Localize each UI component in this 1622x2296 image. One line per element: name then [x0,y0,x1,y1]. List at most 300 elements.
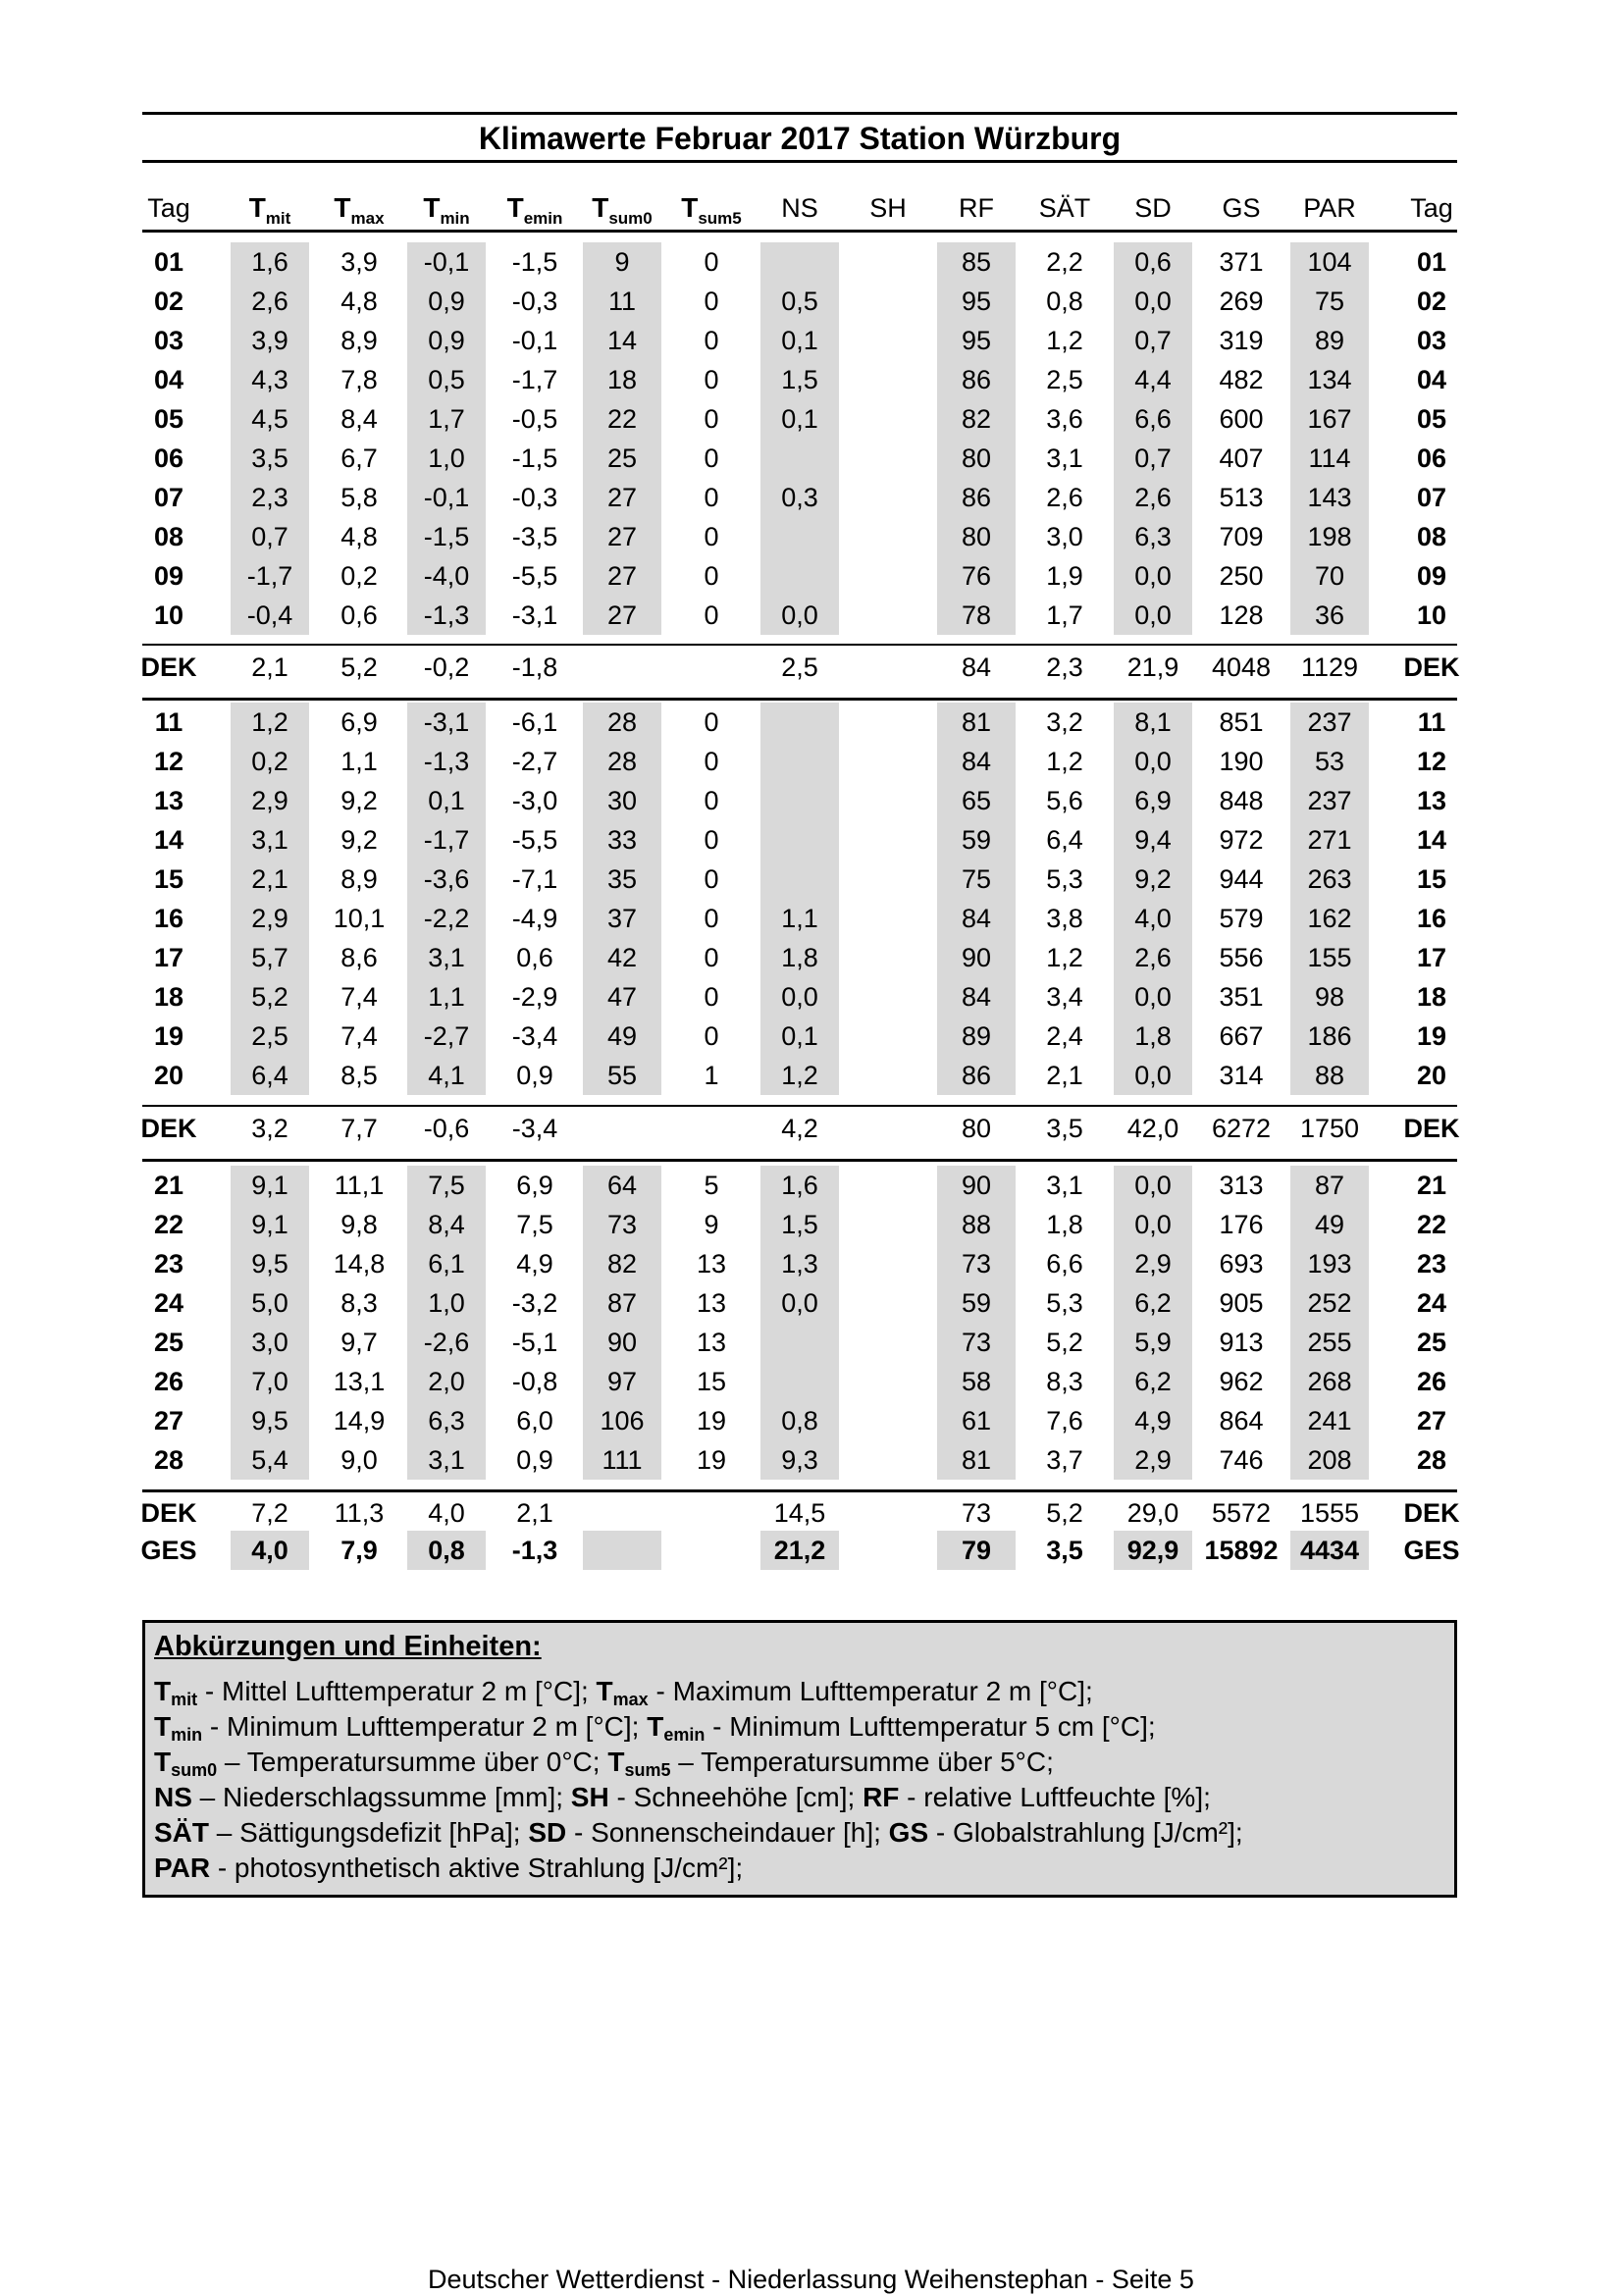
table-cell-tmin: 1,7 [428,404,465,434]
decade-summary-sd: 42,0 [1126,1114,1179,1143]
table-cell-tmit: -1,7 [246,561,293,591]
table-cell-tmit: 2,9 [251,904,288,933]
table-cell-tmax: 4,8 [340,522,378,551]
table-cell-par: 186 [1307,1021,1352,1051]
total-sd: 92,9 [1126,1536,1179,1565]
table-cell-saet: 2,6 [1046,483,1083,512]
table-cell-rf: 59 [961,825,992,855]
table-cell-par: 53 [1314,747,1345,776]
decade-summary-label: DEK [1403,1114,1460,1143]
table-cell-sh [846,556,930,596]
table-cell-sh [846,1166,930,1205]
table-cell-sh [846,1205,930,1244]
day-label: 25 [1416,1328,1447,1357]
table-cell-rf: 89 [961,1021,992,1051]
table-cell-sd: 2,9 [1134,1249,1172,1278]
table-cell-rf: 76 [961,561,992,591]
table-cell-saet: 5,2 [1046,1328,1083,1357]
total-ns: 21,2 [773,1536,826,1565]
decade-summary-gs: 5572 [1211,1498,1272,1528]
page-footer: Deutscher Wetterdienst - Niederlassung Weihenstephan - Seite 5 [428,2265,1194,2294]
table-cell-tmax: 14,8 [333,1249,386,1278]
table-cell-sh [846,1017,930,1056]
column-header-tsum5 [669,190,754,226]
legend-line-2: $T_{min}$ - Minimum Lufttemperatur 2 m [°C]; $T_{emin}$ - Minimum Lufttemperatur 5 cm [°C]; [154,1711,1156,1745]
table-cell-sh [846,242,930,282]
total-tsum0 [580,1531,664,1570]
table-cell-tsum0: 30 [606,786,638,815]
column-header-label: T [506,192,524,223]
header-rule [142,230,1457,233]
table-cell-tsum0: 82 [606,1249,638,1278]
table-cell-sd: 0,0 [1134,982,1172,1012]
day-label: 18 [1416,982,1447,1012]
table-cell-ns: 0,1 [781,1021,818,1051]
table-cell-ns [758,556,842,596]
column-header-subscript: sum0 [608,209,653,228]
column-header-temin [493,190,577,226]
table-cell-gs: 709 [1219,522,1264,551]
table-cell-gs: 848 [1219,786,1264,815]
table-cell-tsum5: 13 [696,1288,727,1318]
decade-summary-tsum0 [580,1493,664,1533]
table-cell-tmin: 3,1 [428,1445,465,1475]
table-cell-sh [846,820,930,860]
day-label: 19 [1416,1021,1447,1051]
day-label: 26 [1416,1367,1447,1396]
table-cell-tmax: 14,9 [333,1406,386,1435]
table-cell-saet: 6,4 [1046,825,1083,855]
day-label: 03 [1416,326,1447,355]
day-label: 03 [153,326,184,355]
table-cell-tmit: 3,0 [251,1328,288,1357]
table-cell-tsum0: 27 [606,561,638,591]
table-cell-rf: 86 [961,365,992,394]
column-header-label: T [248,192,266,223]
day-label: 08 [153,522,184,551]
table-cell-tmax: 8,4 [340,404,378,434]
table-cell-rf: 73 [961,1249,992,1278]
table-cell-rf: 58 [961,1367,992,1396]
table-cell-sd: 6,3 [1134,522,1172,551]
table-cell-saet: 3,1 [1046,1171,1083,1200]
table-cell-ns: 0,1 [781,404,818,434]
decade-summary-par: 1129 [1300,652,1359,682]
table-cell-tmax: 9,2 [340,786,378,815]
table-cell-rf: 95 [961,326,992,355]
table-cell-tsum5: 0 [704,326,719,355]
table-cell-tmit: 3,1 [251,825,288,855]
table-cell-par: 255 [1307,1328,1352,1357]
legend-box [142,1620,1457,1898]
table-cell-tsum0: 64 [606,1171,638,1200]
day-label: 10 [1416,600,1447,630]
decade-summary-sd: 21,9 [1126,652,1179,682]
table-cell-tsum0: 9 [614,247,630,277]
table-cell-tsum5: 0 [704,747,719,776]
table-cell-tmit: 5,2 [251,982,288,1012]
column-header-subscript: max [350,209,385,228]
table-cell-ns: 0,0 [781,600,818,630]
table-cell-rf: 90 [961,1171,992,1200]
table-cell-sh [846,1244,930,1283]
table-cell-rf: 82 [961,404,992,434]
decade-summary-tmit: 3,2 [251,1114,288,1143]
table-cell-sh [846,781,930,820]
table-cell-tmin: -2,2 [423,904,470,933]
day-label: 12 [153,747,184,776]
table-cell-tsum5: 15 [696,1367,727,1396]
total-temin: -1,3 [511,1536,558,1565]
table-cell-saet: 7,6 [1046,1406,1083,1435]
table-cell-ns [758,439,842,478]
table-cell-tsum0: 87 [606,1288,638,1318]
table-cell-temin: -1,5 [511,444,558,473]
table-cell-tsum0: 73 [606,1210,638,1239]
table-cell-tmit: 5,0 [251,1288,288,1318]
table-cell-tsum0: 33 [606,825,638,855]
decade-summary-saet: 5,2 [1046,1498,1083,1528]
table-cell-tsum5: 0 [704,1021,719,1051]
table-cell-ns: 1,5 [781,365,818,394]
decade-summary-tmax: 11,3 [334,1498,385,1528]
table-cell-sd: 4,4 [1134,365,1172,394]
table-cell-rf: 75 [961,864,992,894]
title-rule-top [142,112,1457,115]
table-cell-tmit: 9,1 [251,1171,288,1200]
table-cell-tsum5: 19 [696,1445,727,1475]
table-cell-rf: 84 [961,904,992,933]
table-cell-tsum5: 0 [704,864,719,894]
table-cell-par: 49 [1314,1210,1345,1239]
column-header-subscript: mit [265,209,291,228]
table-cell-tsum5: 0 [704,982,719,1012]
day-label: 16 [153,904,184,933]
table-cell-par: 75 [1314,287,1345,316]
table-cell-tsum0: 49 [606,1021,638,1051]
column-header-label: SÄT [1038,193,1091,223]
column-header-sh [846,190,930,226]
table-cell-rf: 88 [961,1210,992,1239]
table-cell-sh [846,439,930,478]
column-header-label: RF [959,193,994,223]
table-cell-gs: 600 [1219,404,1264,434]
table-cell-saet: 1,8 [1046,1210,1083,1239]
table-cell-tsum0: 37 [606,904,638,933]
decade-summary-sd: 29,0 [1126,1498,1179,1528]
table-cell-ns: 0,1 [781,326,818,355]
table-cell-saet: 3,0 [1046,522,1083,551]
table-cell-ns: 1,6 [781,1171,818,1200]
table-cell-tmit: 2,1 [251,864,288,894]
table-cell-saet: 6,6 [1046,1249,1083,1278]
day-label: 02 [153,287,184,316]
table-cell-tmax: 4,8 [340,287,378,316]
decade-summary-tsum0 [580,1109,664,1148]
total-sh [846,1531,930,1570]
title-rule-bottom [142,160,1457,163]
day-label: 16 [1416,904,1447,933]
table-cell-sh [846,1323,930,1362]
table-cell-par: 263 [1307,864,1352,894]
day-label: 24 [153,1288,184,1318]
table-cell-temin: -0,1 [511,326,558,355]
decade-summary-sh [846,648,930,687]
table-cell-temin: 6,0 [516,1406,553,1435]
table-cell-tmin: -0,1 [423,247,470,277]
table-cell-sd: 9,4 [1134,825,1172,855]
table-cell-tsum5: 0 [704,483,719,512]
table-cell-tsum5: 1 [704,1061,719,1090]
table-cell-tmit: 9,5 [251,1249,288,1278]
day-label: 14 [153,825,184,855]
day-label: 04 [1416,365,1447,394]
table-cell-sh [846,321,930,360]
table-cell-sh [846,860,930,899]
table-cell-rf: 61 [961,1406,992,1435]
table-cell-tsum0: 47 [606,982,638,1012]
table-cell-gs: 913 [1219,1328,1264,1357]
table-cell-ns: 1,2 [781,1061,818,1090]
day-label: 01 [1416,247,1447,277]
table-cell-tmit: 2,5 [251,1021,288,1051]
table-cell-sh [846,1401,930,1440]
column-header-tag2 [1392,190,1471,226]
table-cell-tsum5: 9 [704,1210,719,1239]
decade-summary-tmin: 4,0 [428,1498,465,1528]
table-cell-ns: 1,5 [781,1210,818,1239]
column-header-tag [130,190,208,226]
table-cell-saet: 1,2 [1046,747,1083,776]
table-cell-ns: 0,0 [781,982,818,1012]
table-cell-temin: 4,9 [516,1249,553,1278]
table-cell-par: 237 [1307,707,1352,737]
table-cell-sd: 4,0 [1134,904,1172,933]
table-cell-gs: 864 [1219,1406,1264,1435]
decade-rule-1 [142,644,1457,646]
table-cell-tsum5: 0 [704,365,719,394]
table-cell-tsum5: 0 [704,600,719,630]
column-header-ns [758,190,842,226]
table-cell-saet: 5,3 [1046,864,1083,894]
table-cell-gs: 972 [1219,825,1264,855]
decade-summary-sh [846,1109,930,1148]
table-cell-sh [846,742,930,781]
day-label: 27 [153,1406,184,1435]
day-label: 17 [1416,943,1447,972]
table-cell-tmax: 3,9 [340,247,378,277]
table-cell-par: 134 [1307,365,1352,394]
table-cell-tsum0: 90 [606,1328,638,1357]
total-tsum5 [669,1531,754,1570]
table-cell-ns [758,860,842,899]
day-label: 07 [153,483,184,512]
day-label: 15 [1416,864,1447,894]
table-cell-tsum0: 28 [606,747,638,776]
day-label: 19 [153,1021,184,1051]
decade-summary-saet: 3,5 [1046,1114,1083,1143]
table-cell-sd: 6,2 [1134,1288,1172,1318]
day-label: 23 [153,1249,184,1278]
column-header-label: T [423,192,441,223]
table-cell-tmin: 2,0 [428,1367,465,1396]
table-cell-tsum0: 106 [600,1406,645,1435]
decade-summary-tsum5 [669,1493,754,1533]
table-cell-gs: 269 [1219,287,1264,316]
table-cell-tmin: -1,3 [423,747,470,776]
table-cell-sd: 2,6 [1134,943,1172,972]
day-label: 21 [1416,1171,1447,1200]
table-cell-par: 208 [1307,1445,1352,1475]
table-cell-gs: 693 [1219,1249,1264,1278]
table-cell-ns: 0,8 [781,1406,818,1435]
table-cell-par: 162 [1307,904,1352,933]
table-cell-tmax: 8,6 [340,943,378,972]
table-cell-tsum5: 0 [704,707,719,737]
table-cell-tsum5: 0 [704,825,719,855]
table-cell-ns: 1,1 [781,904,818,933]
legend-line-1: $T_{mit}$ - Mittel Lufttemperatur 2 m [°C]; $T_{max}$ - Maximum Lufttemperatur 2 m [°C]; [154,1676,1093,1709]
decade-summary-sh [846,1493,930,1533]
table-cell-tmit: 4,5 [251,404,288,434]
table-cell-rf: 84 [961,982,992,1012]
day-label: 20 [153,1061,184,1090]
table-cell-tmit: 2,6 [251,287,288,316]
column-header-label: T [681,192,699,223]
table-cell-sd: 8,1 [1134,707,1172,737]
table-cell-tmin: 7,5 [428,1171,465,1200]
total-tmax: 7,9 [340,1536,378,1565]
legend-line-6: PAR - photosynthetisch aktive Strahlung [J/cm²]; [154,1852,744,1883]
total-label: GES [1403,1536,1460,1565]
table-cell-sd: 0,0 [1134,561,1172,591]
table-cell-tmit: 4,3 [251,365,288,394]
total-gs: 15892 [1204,1536,1279,1565]
decade-summary-rf: 84 [961,652,992,682]
table-cell-tmin: 1,1 [428,982,465,1012]
table-cell-par: 237 [1307,786,1352,815]
column-header-saet [1022,190,1107,226]
table-cell-tmin: 3,1 [428,943,465,972]
table-cell-par: 271 [1307,825,1352,855]
table-cell-tsum0: 27 [606,483,638,512]
table-cell-tmit: 0,7 [251,522,288,551]
table-cell-rf: 95 [961,287,992,316]
table-cell-rf: 81 [961,1445,992,1475]
table-cell-gs: 556 [1219,943,1264,972]
column-header-gs [1199,190,1283,226]
table-cell-par: 268 [1307,1367,1352,1396]
table-cell-gs: 746 [1219,1445,1264,1475]
table-cell-gs: 962 [1219,1367,1264,1396]
table-cell-sh [846,360,930,399]
table-cell-par: 70 [1314,561,1345,591]
table-cell-tsum0: 14 [606,326,638,355]
table-cell-gs: 905 [1219,1288,1264,1318]
column-header-tsum0 [580,190,664,226]
table-cell-tmin: -2,7 [423,1021,470,1051]
decade-summary-ns: 2,5 [781,652,818,682]
table-cell-saet: 8,3 [1046,1367,1083,1396]
legend-line-4: NS – Niederschlagssumme [mm]; SH - Schneehöhe [cm]; RF - relative Luftfeuchte [%]; [154,1782,1211,1812]
day-label: 06 [1416,444,1447,473]
table-cell-tsum0: 22 [606,404,638,434]
total-par: 4434 [1299,1536,1360,1565]
table-cell-sd: 4,9 [1134,1406,1172,1435]
table-cell-saet: 2,2 [1046,247,1083,277]
day-label: 08 [1416,522,1447,551]
table-cell-sd: 0,0 [1134,747,1172,776]
table-cell-temin: -1,5 [511,247,558,277]
table-cell-ns [758,742,842,781]
table-cell-tsum5: 5 [704,1171,719,1200]
decade-summary-rf: 80 [961,1114,992,1143]
table-cell-sh [846,1362,930,1401]
column-header-label: Tag [147,193,190,223]
column-header-subscript: min [440,209,470,228]
table-cell-ns [758,517,842,556]
table-cell-tmax: 7,4 [340,1021,378,1051]
table-cell-tmax: 11,1 [334,1171,385,1200]
column-header-label: Tag [1410,193,1453,223]
table-cell-temin: -0,8 [511,1367,558,1396]
table-cell-tmit: 7,0 [251,1367,288,1396]
day-label: 13 [153,786,184,815]
decade-summary-ns: 4,2 [781,1114,818,1143]
table-cell-tmin: 6,3 [428,1406,465,1435]
table-cell-sh [846,703,930,742]
table-cell-sd: 5,9 [1134,1328,1172,1357]
table-cell-rf: 86 [961,1061,992,1090]
table-cell-sd: 0,0 [1134,600,1172,630]
table-cell-saet: 2,4 [1046,1021,1083,1051]
decade-summary-label: DEK [140,1498,197,1528]
day-label: 26 [153,1367,184,1396]
table-cell-tsum5: 19 [696,1406,727,1435]
table-cell-gs: 667 [1219,1021,1264,1051]
table-cell-tsum5: 0 [704,904,719,933]
table-cell-tmax: 8,5 [340,1061,378,1090]
decade-summary-tmax: 5,2 [340,652,378,682]
table-cell-tsum0: 27 [606,522,638,551]
table-cell-sd: 0,0 [1134,1061,1172,1090]
decade-summary-tmax: 7,7 [340,1114,378,1143]
decade-summary-gs: 6272 [1211,1114,1272,1143]
table-cell-tmit: 9,5 [251,1406,288,1435]
table-cell-tsum0: 25 [606,444,638,473]
table-cell-tsum0: 28 [606,707,638,737]
table-cell-tmax: 9,8 [340,1210,378,1239]
table-cell-tmax: 6,9 [340,707,378,737]
table-cell-tmit: 2,9 [251,786,288,815]
table-cell-sd: 6,9 [1134,786,1172,815]
table-cell-sh [846,282,930,321]
table-cell-saet: 3,4 [1046,982,1083,1012]
table-cell-sd: 6,2 [1134,1367,1172,1396]
table-cell-sd: 1,8 [1134,1021,1172,1051]
day-label: 17 [153,943,184,972]
table-cell-saet: 2,5 [1046,365,1083,394]
table-cell-temin: -3,0 [511,786,558,815]
table-cell-saet: 3,6 [1046,404,1083,434]
table-cell-tmin: 0,9 [428,287,465,316]
legend-line-3: $T_{sum0}$ – Temperatursumme über 0°C; $T_{sum5}$ – Temperatursumme über 5°C; [154,1747,1054,1780]
day-label: 24 [1416,1288,1447,1318]
table-cell-tmit: 3,5 [251,444,288,473]
table-cell-saet: 0,8 [1046,287,1083,316]
legend-title: Abkürzungen und Einheiten: [154,1631,542,1662]
table-cell-gs: 313 [1219,1171,1264,1200]
